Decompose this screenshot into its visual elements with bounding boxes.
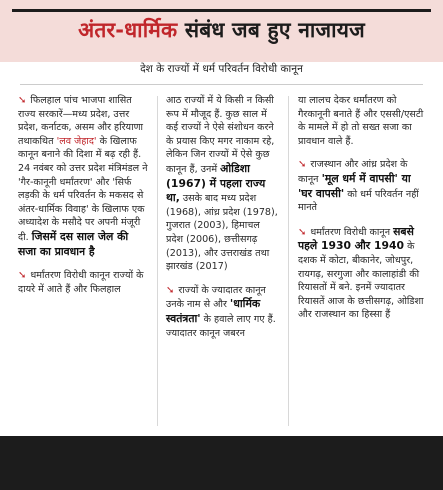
bold-text: 'धार्मिक स्वतंत्रता' [166, 297, 261, 325]
title-highlight: अंतर-धार्मिक [78, 18, 178, 42]
paragraph [166, 284, 278, 340]
text: को धर्म परिवर्तन नहीं मानते [298, 188, 419, 214]
text: धर्मांतरण विरोधी कानून [310, 226, 394, 238]
bold-text: 'मूल धर्म में वापसी' या 'घर वापसी' [298, 171, 411, 200]
text: धर्मांतरण विरोधी कानून राज्यों के दायरे में आते हैं और फिलहाल [18, 270, 144, 295]
text: के खिलाफ कानून बनाने की दिशा में बढ़ रही हैं. 24 नवंबर को उत्तर प्रदेश मंत्रिमंडल ने 'गैर-कानूनी धर्मांतरण' और 'सिर्फ लड़की के धर्म परिवर्तन के मकसद से अंतर-धार्मिक विवाह' के खिलाफ एक अध्यादेश के मसौदे पर अपनी मंजूरी दी. [18, 135, 148, 243]
paragraph [18, 269, 150, 296]
bold-text: सबसे पहले 1930 और 1940 [298, 224, 414, 253]
text: राजस्थान और आंध्र प्रदेश के कानून [298, 159, 408, 185]
header-band [0, 0, 443, 62]
top-rule [12, 9, 431, 12]
arrow-bullet-icon: ➘ [298, 159, 307, 171]
column-1 [18, 94, 150, 306]
arrow-bullet-icon: ➘ [18, 95, 27, 106]
column-divider [288, 96, 289, 426]
arrow-bullet-icon: ➘ [166, 284, 175, 296]
column-3 [298, 94, 424, 332]
column-divider [157, 96, 158, 426]
text: आठ राज्यों में ये किसी न किसी रूप में मौजूद हैं. कुछ साल में कई राज्यों ने ऐसे संशोधन करने के प्रयास किए मगर नाकाम रहे, लेकिन जिन राज्यों में ऐसे कुछ कानून हैं, उनमें [166, 95, 275, 175]
paragraph [298, 94, 424, 148]
paragraph [166, 94, 278, 274]
arrow-bullet-icon: ➘ [298, 226, 307, 238]
subtitle-rule [20, 84, 423, 85]
subtitle: देश के राज्यों में धर्म परिवर्तन विरोधी कानून [140, 63, 303, 75]
arrow-bullet-icon: ➘ [18, 270, 27, 282]
text: फिलहाल पांच भाजपा शासित राज्य सरकारें—मध्य प्रदेश, उत्तर प्रदेश, कर्नाटक, असम और हरियाणा तथाकथित [18, 95, 144, 147]
text: के दशक में कोटा, बीकानेर, जोधपुर, रायगढ़, सरगुजा और कालाहांडी की रियासतों में बने. इनमें ज्यादातर रियासतें आज के छत्तीसगढ़, ओडिशा और राजस्थान का हिस्सा हैं [298, 241, 424, 321]
highlight-text: 'लव जेहाद' [56, 135, 97, 147]
text: के हवाले लाए गए हैं. ज्यादातर कानून जबरन [166, 313, 276, 339]
paragraph [298, 225, 424, 322]
text: राज्यों के ज्यादातर कानून उनके नाम से और [166, 284, 266, 311]
bold-text: जिसमें दस साल जेल की सजा का प्रावधान है [18, 229, 129, 258]
paragraph [18, 94, 150, 259]
footer-band [0, 436, 443, 490]
column-2 [166, 94, 278, 350]
paragraph [298, 158, 424, 214]
text: या लालच देकर धर्मांतरण को गैरकानूनी बनाते हैं और एससी/एसटी के मामले में हो तो सख्त सजा का प्रावधान वाले हैं. [298, 95, 424, 147]
text: उसके बाद मध्य प्रदेश (1968), आंध्र प्रदेश (1978), गुजरात (2003), हिमाचल प्रदेश (2006), छत्तीसगढ़ (2013), और उत्तराखंड तथा झारखंड (2017) [166, 193, 278, 273]
page-title [0, 15, 443, 45]
bold-text: ओडिशा (1967) में पहला राज्य था, [166, 161, 266, 205]
title-rest: संबंध जब हुए नाजायज [184, 18, 365, 42]
